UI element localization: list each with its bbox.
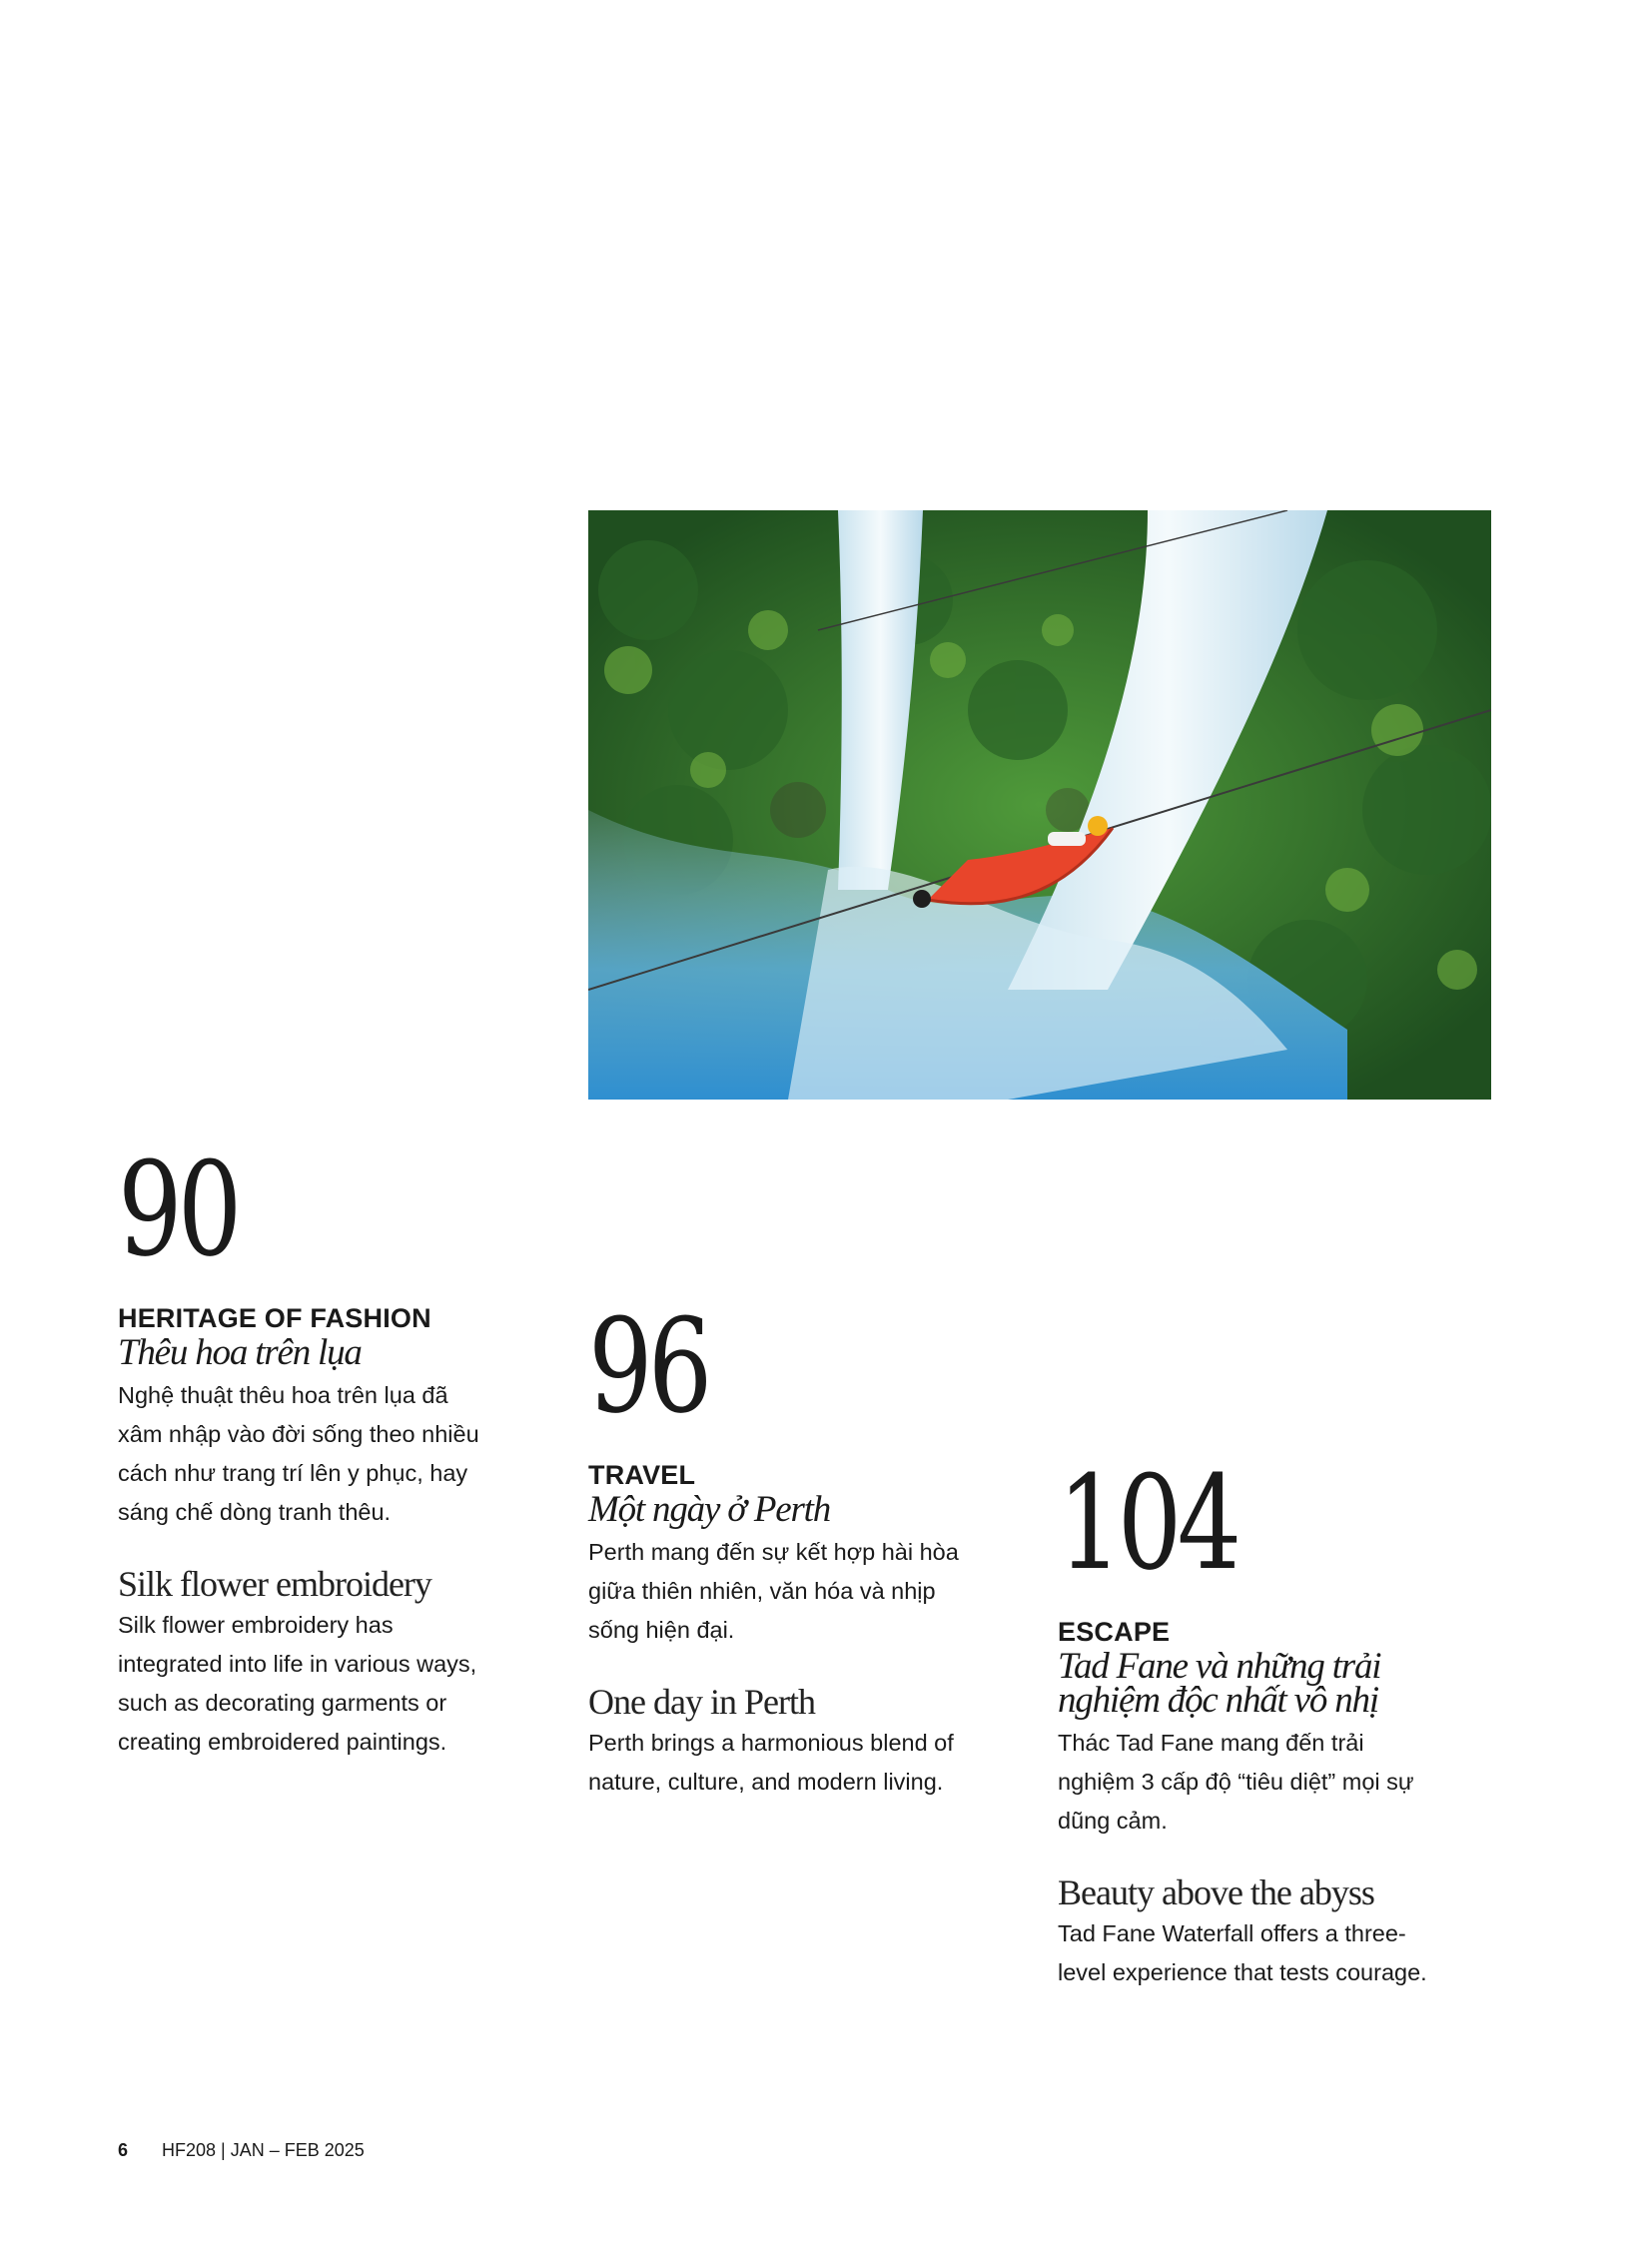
text-line: Perth mang đến sự kết hợp hài hòa bbox=[588, 1539, 959, 1565]
issue-label: HF208 | JAN – FEB 2025 bbox=[162, 2140, 365, 2160]
waterfall-hammock-photo bbox=[588, 510, 1491, 1100]
text-line: sống hiện đại. bbox=[588, 1617, 735, 1643]
vietnamese-description bbox=[118, 1376, 537, 1532]
page-footer bbox=[118, 2140, 365, 2161]
article-travel bbox=[588, 1290, 1008, 1802]
vietnamese-title: Thêu hoa trên lụa bbox=[118, 1332, 362, 1373]
text-line: Thác Tad Fane mang đến trải bbox=[1058, 1730, 1364, 1756]
vietnamese-description bbox=[1058, 1724, 1477, 1841]
text-line: giữa thiên nhiên, văn hóa và nhịp bbox=[588, 1578, 936, 1604]
vietnamese-title bbox=[1058, 1646, 1477, 1721]
page-number-96: 96 bbox=[588, 1290, 708, 1442]
english-description bbox=[588, 1724, 1008, 1802]
text-line: level experience that tests courage. bbox=[1058, 1959, 1427, 1985]
text-line: nghiệm 3 cấp độ “tiêu diệt” mọi sự bbox=[1058, 1769, 1414, 1795]
page-number-90: 90 bbox=[118, 1133, 238, 1285]
article-escape bbox=[1058, 1447, 1477, 1992]
vietnamese-description bbox=[588, 1533, 1008, 1650]
text-line: creating embroidered paintings. bbox=[118, 1729, 447, 1755]
section-heading: ESCAPE bbox=[1058, 1617, 1171, 1647]
text-line: nature, culture, and modern living. bbox=[588, 1769, 944, 1795]
english-description bbox=[1058, 1914, 1477, 1992]
text-line: Perth brings a harmonious blend of bbox=[588, 1730, 954, 1756]
english-title: One day in Perth bbox=[588, 1682, 815, 1722]
page-number-104: 104 bbox=[1058, 1447, 1238, 1599]
text-line: Tad Fane Waterfall offers a three- bbox=[1058, 1920, 1406, 1946]
english-title: Beauty above the abyss bbox=[1058, 1872, 1374, 1912]
text-line: sáng chế dòng tranh thêu. bbox=[118, 1499, 392, 1525]
text-line: dũng cảm. bbox=[1058, 1808, 1168, 1834]
english-description bbox=[118, 1606, 537, 1762]
vietnamese-title: Một ngày ở Perth bbox=[588, 1489, 831, 1530]
text-line: Silk flower embroidery has bbox=[118, 1612, 394, 1638]
text-line: integrated into life in various ways, bbox=[118, 1651, 477, 1677]
text-line: cách như trang trí lên y phục, hay bbox=[118, 1460, 468, 1486]
section-heading: HERITAGE OF FASHION bbox=[118, 1303, 431, 1333]
title-line: nghiệm độc nhất vô nhị bbox=[1058, 1680, 1378, 1721]
english-title: Silk flower embroidery bbox=[118, 1564, 431, 1604]
article-heritage-of-fashion bbox=[118, 1133, 537, 1762]
title-line: Tad Fane và những trải bbox=[1058, 1646, 1381, 1687]
text-line: xâm nhập vào đời sống theo nhiều bbox=[118, 1421, 479, 1447]
text-line: such as decorating garments or bbox=[118, 1690, 447, 1716]
waterfall-illustration bbox=[588, 510, 1491, 1100]
section-heading: TRAVEL bbox=[588, 1460, 696, 1490]
text-line: Nghệ thuật thêu hoa trên lụa đã bbox=[118, 1382, 448, 1408]
folio-number: 6 bbox=[118, 2140, 129, 2160]
